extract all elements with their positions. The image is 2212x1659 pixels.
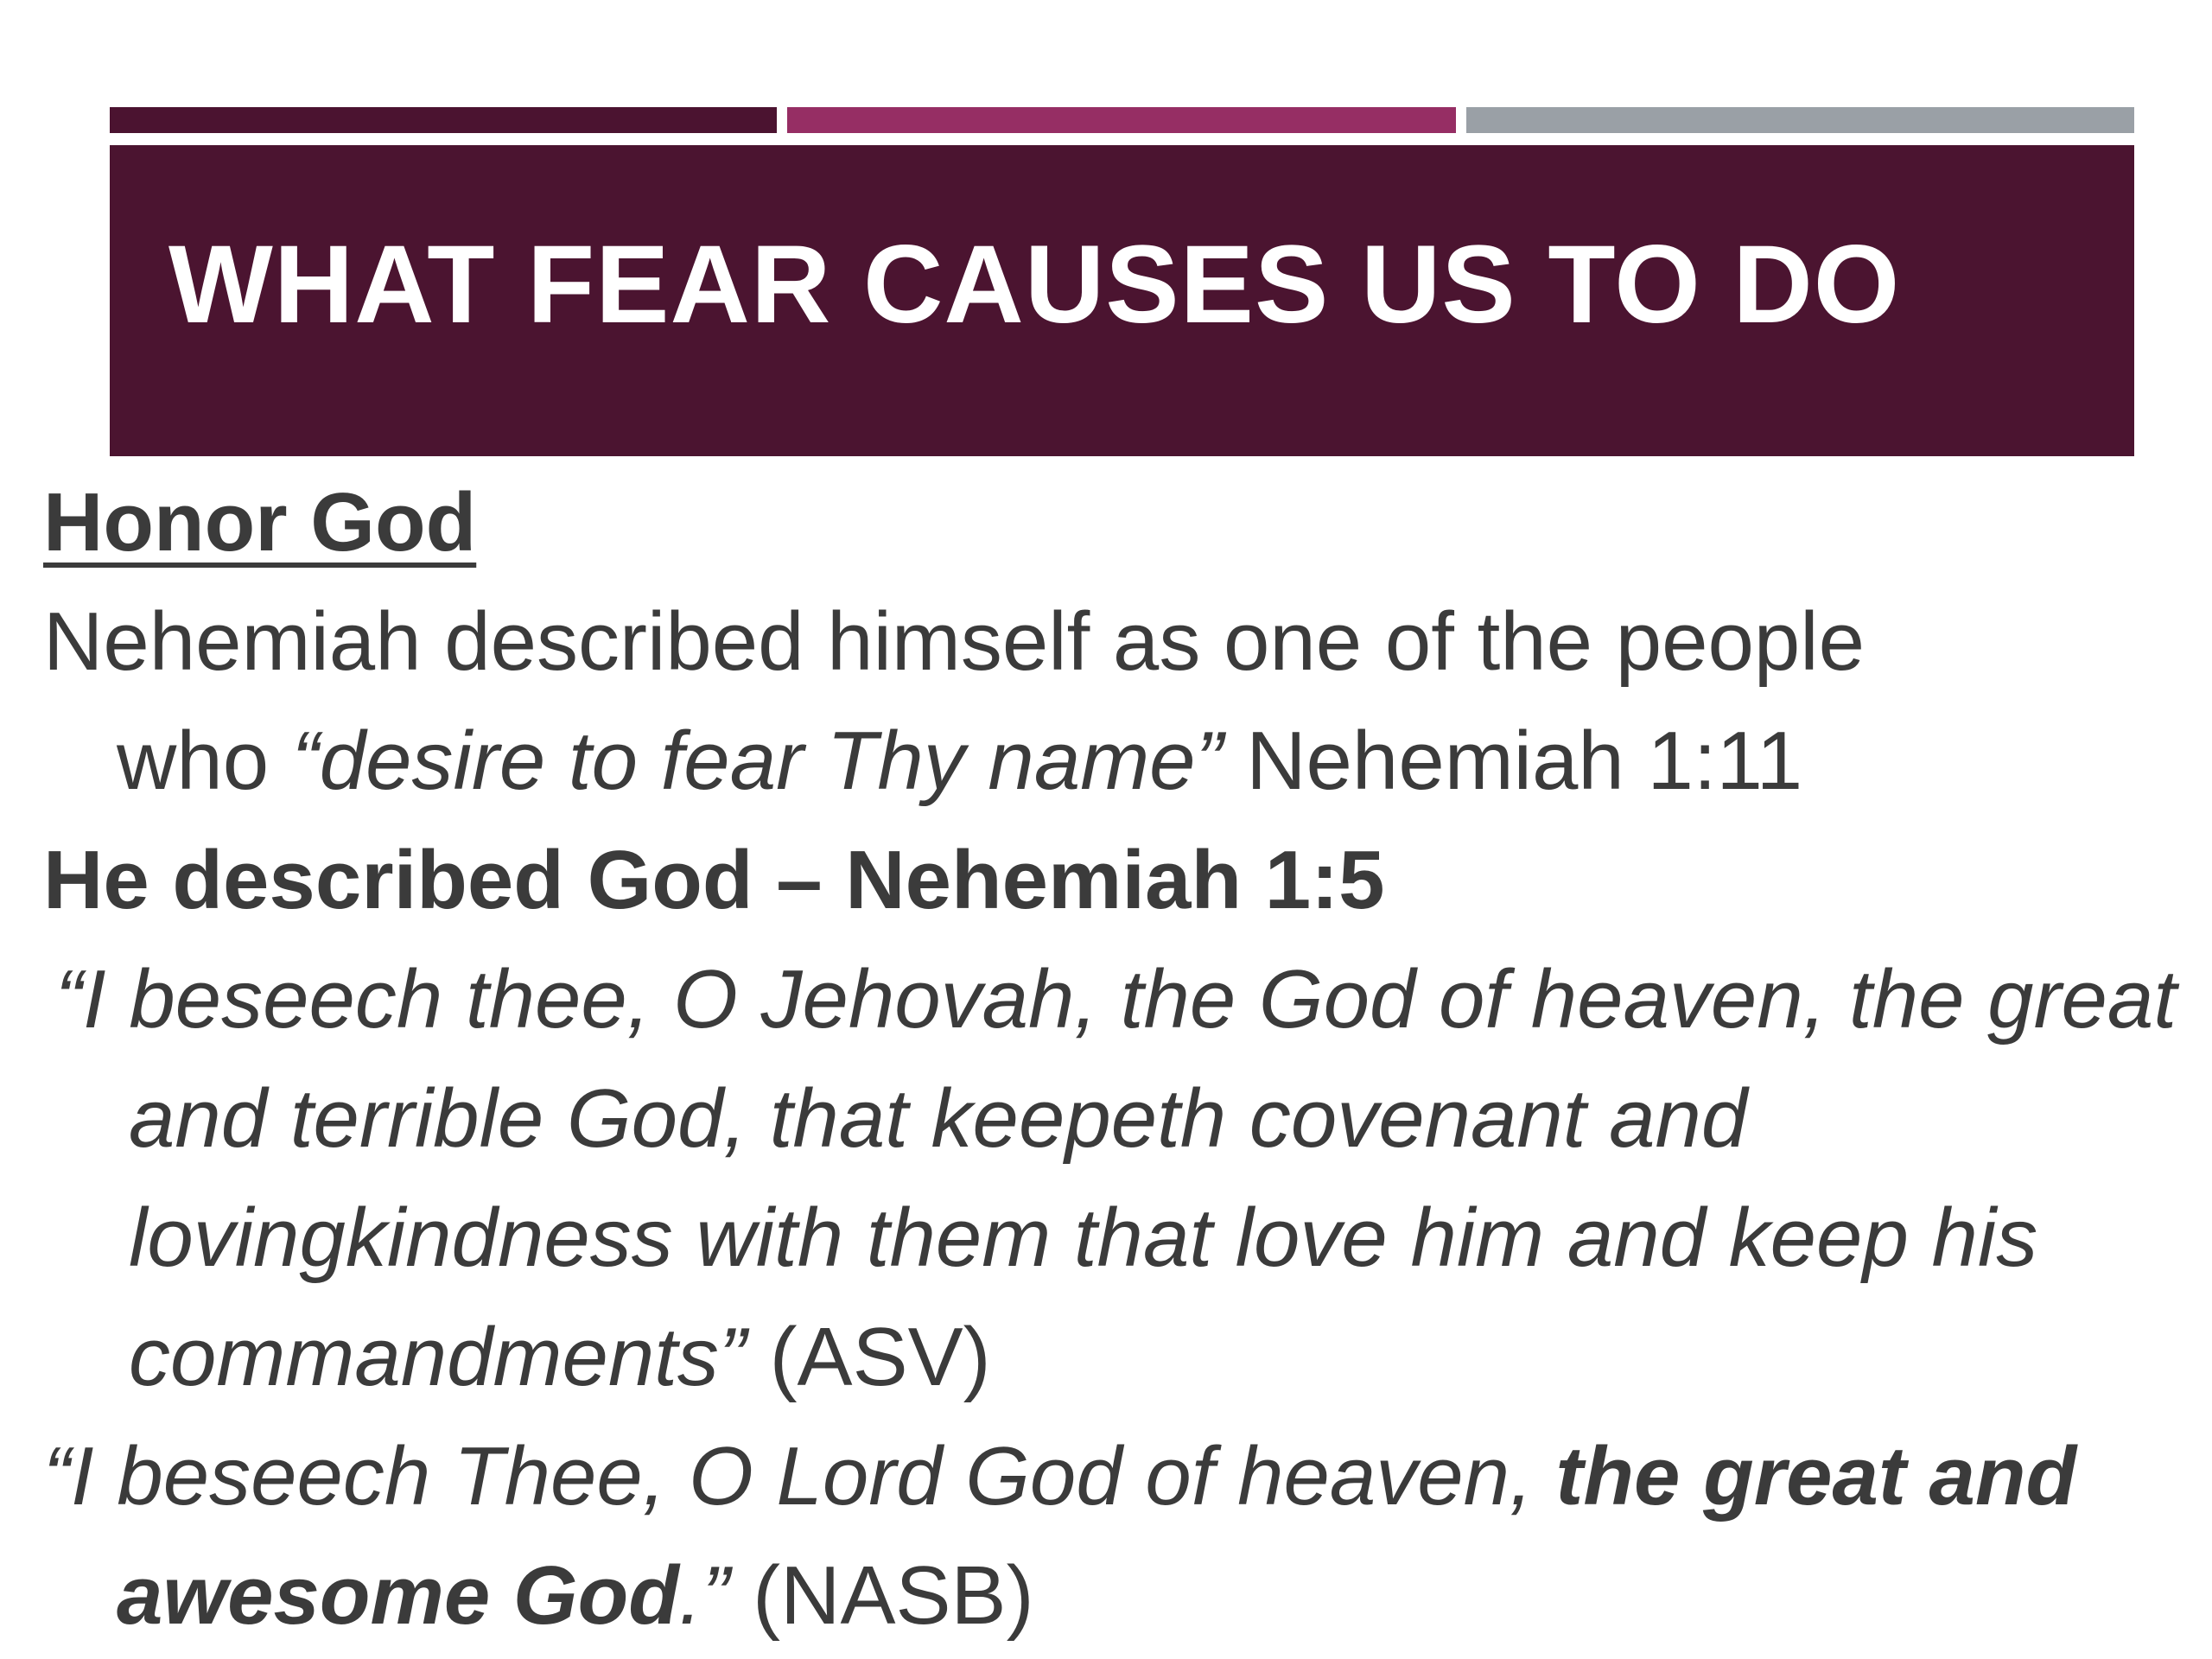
slide-title: WHAT FEAR CAUSES US TO DO [168, 223, 1901, 346]
paragraph-nehemiah-self [43, 582, 2186, 821]
nasb-line-2-bold: awesome God [117, 1549, 679, 1642]
quote-nasb [43, 1417, 2186, 1656]
asv-line-1: “I beseech thee, O Jehovah, the God of heaven, the great [55, 953, 2177, 1046]
para2-text: He described God – Nehemiah 1:5 [43, 834, 1385, 926]
asv-line-4: commandments” [129, 1311, 747, 1403]
quote-asv [55, 940, 2186, 1417]
nasb-line-1-plain: “I beseech Thee, O Lord God of heaven, [43, 1430, 1556, 1522]
accent-bar-magenta [787, 107, 1456, 133]
nasb-version: (NASB) [729, 1549, 1034, 1642]
para1-reference: Nehemiah 1:11 [1223, 715, 1803, 807]
para1-lead2: who [117, 715, 292, 807]
title-banner [110, 145, 2134, 456]
heading-honor-god: Honor God [43, 476, 477, 569]
paragraph-described-god [43, 821, 2186, 940]
section-heading [43, 463, 2186, 582]
nasb-line-2-end: .” [678, 1549, 730, 1642]
asv-line-2: and terrible God, that keepeth covenant and [129, 1072, 1748, 1165]
nasb-line-1-bold: the great and [1555, 1430, 2077, 1522]
accent-bar-dark [110, 107, 777, 133]
para1-quote: “desire to fear Thy name” [291, 715, 1224, 807]
para1-lead: Nehemiah described himself as one of the people [43, 595, 1865, 688]
accent-bar-gray [1466, 107, 2134, 133]
asv-version: (ASV) [746, 1311, 991, 1403]
asv-line-3: lovingkindness with them that love him and keep his [129, 1192, 2038, 1284]
slide-body [43, 463, 2186, 1656]
